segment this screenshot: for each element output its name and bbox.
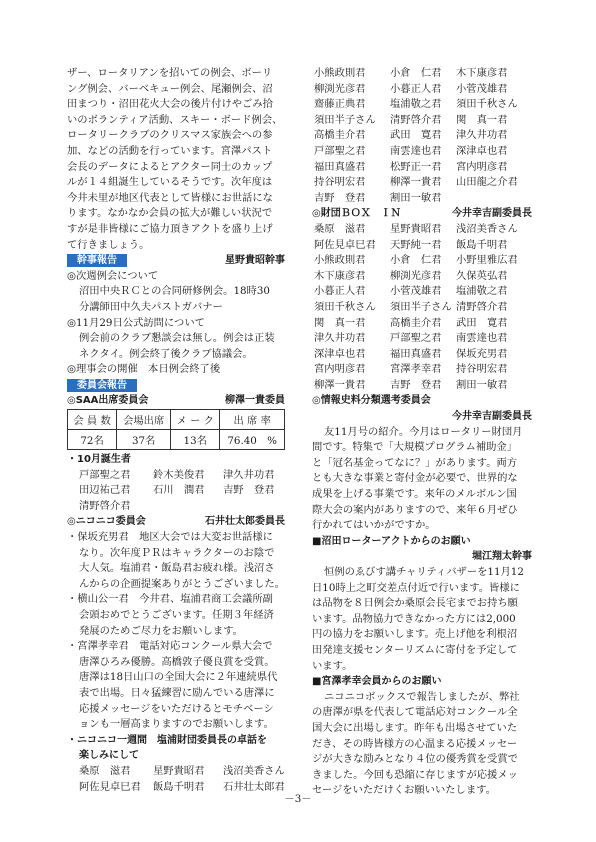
- text-line: ネクタイ。例会終了後クラブ協議会。: [79, 347, 253, 360]
- text-line: 発展のためご尽力をお願いします。: [79, 624, 243, 637]
- text-line: 唐澤は18日山口の全国大会に２年連続県代: [79, 671, 278, 684]
- member-name: 小菅茂雄君: [456, 82, 508, 95]
- att-header-members: 会 員 数: [68, 410, 117, 430]
- birthday-title: ・10月誕生者: [67, 454, 131, 466]
- text-line: ニコニコボックスで報告しましたが、弊社: [324, 690, 520, 703]
- text-line: セージをいただけくお願いいたします。: [312, 784, 496, 797]
- member-name: 齋藤正典君: [314, 98, 366, 111]
- member-name: 飯島千明君: [153, 780, 205, 793]
- member-name: 柳渕光彦君: [390, 269, 442, 282]
- text-line: ョンも一層高まりますのでお願いします。: [79, 718, 274, 731]
- text-line: て行きましょう。: [67, 238, 150, 251]
- member-name: 小倉 仁君: [390, 67, 442, 79]
- text-line: 唐澤ひろみ優勝。高橋敦子優良賞を受賞。: [79, 655, 275, 668]
- text-line: 今井未里が地区代表として皆様にお世話にな: [67, 191, 273, 204]
- member-name: 石井壮太郎君: [223, 780, 285, 793]
- text-line: 成果を上げる事業です。来年のメルボルン国: [312, 488, 517, 501]
- text-line: ザー、ロータリアンを招いての例会、ボーリ: [67, 67, 273, 79]
- text-line: すが是非皆様にご協力頂きアクトを盛り上げ: [67, 222, 273, 235]
- member-name: 福田真盛君: [390, 347, 442, 360]
- text-line: 田まつり・沼田花火大会の後片付けやごみ拾: [67, 98, 273, 111]
- att-value-rate: 76.40 %: [220, 430, 285, 450]
- birthday-names: [67, 468, 285, 515]
- member-name: 武田 寛君: [390, 129, 442, 142]
- nikoniko-name: 石井壮太郎委員長: [205, 516, 285, 528]
- text-line: ジが大きな励みとなり４位の優秀賞を受賞で: [312, 753, 518, 766]
- member-name: 小野里雅広君: [456, 254, 518, 267]
- text-line: ◎次週例会について: [67, 269, 159, 282]
- page-number: －3－: [284, 793, 312, 805]
- member-name: 関 真一君: [314, 316, 366, 329]
- kanji-report-tag: 幹事報告: [67, 254, 127, 267]
- box-name: 今井幸吉副委員長: [452, 208, 532, 220]
- member-name: 塩浦敬之君: [456, 285, 508, 298]
- nikoniko-week-title-2: 楽しみにして: [79, 750, 139, 762]
- text-line: の唐澤が県を代表して電話応対コンクール全: [312, 706, 518, 719]
- text-line: ルが１４組誕生しているそうです。次年度は: [67, 176, 273, 189]
- member-name: 塩浦敬之君: [390, 98, 442, 111]
- text-line: いのボランティア活動、スキー・ボード例会、: [67, 113, 283, 126]
- text-line: 円の協力をお願いします。売上げ他を利根沼: [312, 628, 518, 641]
- member-name: 浅沼美香さん: [223, 764, 285, 777]
- committee-report-header: [67, 378, 285, 394]
- text-line: 表で出場。日々猛練習に励んでいる唐澤に: [79, 686, 275, 699]
- text-line: だき、その時皆様方の心温まる応援メッセー: [312, 737, 518, 750]
- member-name: 田辺祐己君: [79, 484, 131, 497]
- member-name: 桑原 滋君: [314, 222, 366, 235]
- text-line: 間です。特集で「大規模プログラム補助金」: [312, 441, 518, 454]
- member-name: 小菅茂雄君: [390, 285, 442, 298]
- member-name: 戸部聖之君: [79, 468, 131, 481]
- member-name: 浅沼美香さん: [456, 222, 518, 235]
- nikoniko-title: ◎ニコニコ委員会: [67, 516, 146, 528]
- member-name: 須田半子さん: [314, 113, 376, 126]
- text-line: とも大きな事業と寄付金が必要で、世界的な: [312, 472, 518, 485]
- member-name: 宮内明彦君: [314, 363, 366, 376]
- text-line: 田発達支援センターリズムに寄付を予定して: [312, 643, 518, 656]
- text-line: ・保坂充男君 地区大会では大変お世話様に: [67, 531, 273, 544]
- member-name: 津久井功君: [223, 468, 275, 481]
- text-line: 会頭おめでとうございます。任期３年経済: [79, 609, 274, 621]
- att-header-present: 会場出席: [117, 410, 171, 430]
- text-line: と「冠名基金ってなに？」があります。両方: [312, 456, 518, 469]
- text-line: 国大会に出場します。昨年も出場させていた: [312, 721, 518, 734]
- saa-header: [67, 393, 285, 409]
- joho-name: 今井幸吉副委員長: [452, 411, 532, 423]
- member-name: 宮内明彦君: [456, 160, 508, 173]
- member-name: 小熊政則君: [314, 254, 366, 267]
- text-line: います。品物協力できなかった方には2,000: [312, 612, 516, 625]
- text-line: 際大会の案内がありますので、来年６月ぜひ: [312, 503, 518, 516]
- member-name: 山田龍之介君: [456, 176, 518, 189]
- member-name: 小暮正人君: [314, 285, 366, 298]
- member-name: 柳澤一貴君: [390, 176, 442, 189]
- text-line: ◎11月29日公式訪問について: [67, 316, 205, 329]
- member-name: 阿佐見卓巳君: [79, 780, 141, 793]
- top-names-list: [312, 66, 532, 206]
- miyazawa-body: [312, 690, 532, 799]
- kanji-report-body: [67, 269, 285, 378]
- member-name: 鈴木美俊君: [153, 468, 205, 481]
- member-name: 宮澤孝幸君: [390, 363, 442, 376]
- member-name: 星野貴昭君: [153, 764, 205, 777]
- member-name: 須田半子さん: [390, 300, 452, 313]
- member-name: 清野啓介君: [79, 499, 131, 512]
- attendance-value-row: [68, 430, 285, 450]
- text-line: ・宮澤孝幸君 電話対応コンクール県大会で: [67, 640, 273, 653]
- attendance-header-row: [68, 410, 285, 430]
- kanji-report-header: [67, 253, 285, 269]
- member-name: 木下康彦君: [456, 67, 508, 79]
- member-name: 高橋圭介君: [314, 129, 366, 142]
- nikoniko-header: [67, 514, 285, 530]
- member-name: 深津卓也君: [314, 347, 366, 360]
- att-header-rate: 出 席 率: [220, 410, 285, 430]
- text-line: 例会前のクラブ懇談会は無し。例会は正装: [79, 332, 275, 345]
- joho-body: [312, 425, 532, 534]
- member-name: 柳澤一貴君: [314, 378, 366, 391]
- text-line: ります。なかなか会員の拡大が難しい状況で: [67, 207, 273, 220]
- member-name: 高橋圭介君: [390, 316, 442, 329]
- box-header: [312, 206, 532, 222]
- member-name: 持谷明宏君: [314, 176, 366, 189]
- nikoniko-body: [67, 530, 285, 733]
- member-name: 木下康彦君: [314, 269, 366, 282]
- kanji-report-name: 星野貴昭幹事: [225, 255, 285, 267]
- text-line: なり。次年度ＰＲはキャラクターのお陰で: [79, 546, 275, 559]
- text-line: 分講師田中久夫パストガバナー: [79, 300, 223, 313]
- member-name: 割田一敏君: [390, 191, 442, 204]
- att-value-members: 72名: [68, 430, 117, 450]
- text-line: 大人気。塩浦君・飯島君お疲れ様。浅沼さ: [79, 562, 275, 575]
- member-name: 福田真盛君: [314, 160, 366, 173]
- member-name: 清野啓介君: [390, 113, 442, 126]
- text-line: 沼田中央ＲＣとの合同研修例会。18時30: [79, 285, 270, 298]
- member-name: 南雲達也君: [390, 144, 442, 157]
- member-name: 南雲達也君: [456, 332, 508, 345]
- miyazawa-title: ■宮澤孝幸会員からのお願い: [312, 676, 442, 688]
- member-name: 久保英弘君: [456, 269, 508, 282]
- text-line: 会長のデータによるとアクター同士のカップ: [67, 160, 273, 173]
- member-name: 松野正一君: [390, 160, 442, 173]
- text-line: ・横山公一君 今井君、塩浦君商工会議所副: [67, 593, 273, 606]
- member-name: 関 真一君: [456, 113, 508, 126]
- member-name: 清野啓介君: [456, 300, 508, 313]
- member-name: 小倉 仁君: [390, 254, 442, 267]
- box-title: ◎財団ＢＯＸ ＩＮ: [312, 208, 401, 220]
- member-name: 吉野 登君: [223, 484, 275, 497]
- att-value-makeup: 13名: [171, 430, 220, 450]
- member-name: 武田 寛君: [456, 316, 508, 329]
- member-name: 柳渕光彦君: [314, 82, 366, 95]
- text-line: 恒例のゑびす講チャリティバザーを11月12: [324, 566, 524, 578]
- member-name: 星野貴昭君: [390, 222, 442, 235]
- member-name: 石川 潤君: [153, 484, 205, 497]
- joho-title: ◎情報史料分類選考委員会: [312, 395, 431, 407]
- act-title: ■沼田ローターアクトからのお願い: [312, 535, 471, 547]
- text-line: 日10時上之町交差点付近で行います。皆様に: [312, 581, 520, 594]
- member-name: 戸部聖之君: [314, 144, 366, 157]
- member-name: 持谷明宏君: [456, 363, 508, 376]
- text-line: は品物を８日例会か桑原会長宅までお持ち願: [312, 597, 518, 610]
- text-line: います。: [312, 659, 353, 672]
- member-name: 小暮正人君: [390, 82, 442, 95]
- text-line: 行かれてはいかがですか。: [312, 519, 436, 532]
- saa-name: 柳澤一貴委員: [225, 395, 285, 407]
- text-line: 応援メッセージをいただけるとモチベーシ: [79, 702, 274, 715]
- text-line: 加、などの活動を行っています。宮澤パスト: [67, 144, 273, 157]
- text-line: ◎理事会の開催 本日例会終了後: [67, 363, 221, 376]
- member-name: 吉野 登君: [314, 191, 366, 204]
- member-name: 津久井功君: [456, 129, 508, 142]
- attendance-table: [67, 409, 285, 450]
- member-name: 割田一敏君: [456, 378, 508, 391]
- text-line: 友11月号の紹介。今月はロータリー財団月: [324, 425, 523, 438]
- act-body: [312, 565, 532, 674]
- member-name: 津久井功君: [314, 332, 366, 345]
- member-name: 戸部聖之君: [390, 332, 442, 345]
- att-header-makeup: メ ー ク: [171, 410, 220, 430]
- member-name: 阿佐見卓巳君: [314, 238, 376, 251]
- text-line: ロータリークラブのクリスマス家族会への参: [67, 129, 273, 142]
- member-name: 天野純一君: [390, 238, 442, 251]
- att-value-present: 37名: [117, 430, 171, 450]
- member-name: 保坂充男君: [456, 347, 508, 360]
- left-column: [67, 66, 285, 795]
- member-name: 須田千秋さん: [314, 300, 376, 313]
- saa-title: ◎SAA出席委員会: [67, 395, 149, 407]
- member-name: 桑原 滋君: [79, 764, 131, 777]
- member-name: 吉野 登君: [390, 378, 442, 391]
- member-name: 小熊政則君: [314, 67, 366, 79]
- committee-report-tag: 委員会報告: [67, 379, 137, 392]
- text-line: きました。今回も恐縮に存じますが応援メッ: [312, 768, 518, 781]
- nikoniko-week-title-1: ・ニコニコ一週間 塩浦財団委員長の卓話を: [67, 734, 267, 746]
- text-line: んからの企画提案ありがとうございました。: [79, 577, 285, 590]
- box-names-list: [312, 222, 532, 394]
- intro-paragraph: [67, 66, 285, 253]
- member-name: 飯島千明君: [456, 238, 508, 251]
- member-name: 須田千秋さん: [456, 98, 518, 111]
- right-column: [312, 66, 532, 799]
- member-name: 深津卓也君: [456, 144, 508, 157]
- act-name: 堀江翔太幹事: [472, 551, 532, 563]
- text-line: ング例会、バーベキュー例会、尾瀬例会、沼: [67, 82, 273, 95]
